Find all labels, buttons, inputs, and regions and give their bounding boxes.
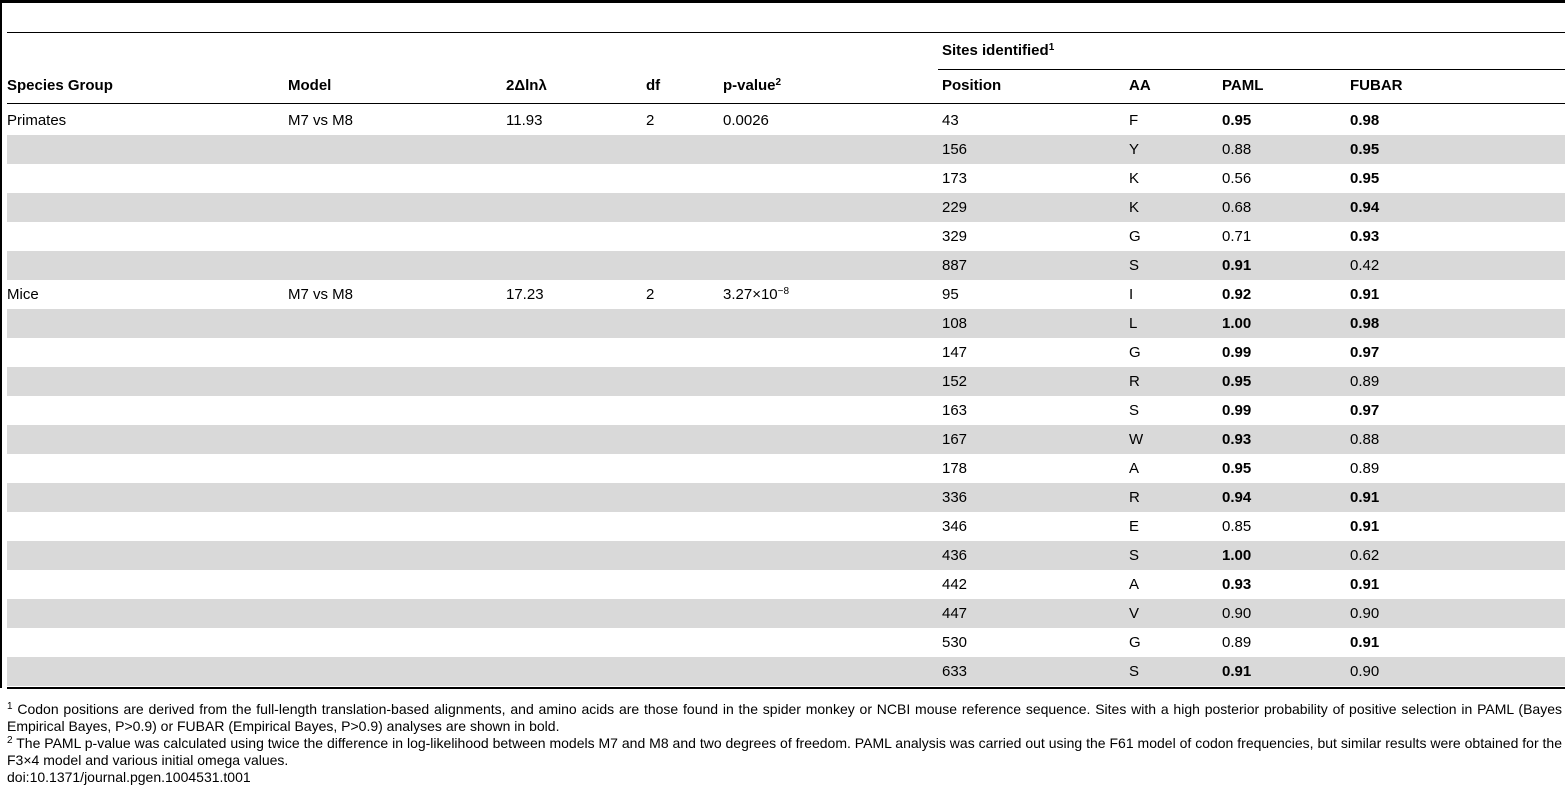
cell-paml: 0.85 xyxy=(1222,518,1252,535)
cell-aa: V xyxy=(1129,605,1140,622)
cell-aa: L xyxy=(1129,315,1138,332)
header-bottom-rule xyxy=(7,103,1565,104)
cell-model: M7 vs M8 xyxy=(288,112,354,129)
cell-aa: W xyxy=(1129,431,1144,448)
cell-position: 229 xyxy=(942,199,968,216)
cell-position: 633 xyxy=(942,663,968,680)
cell-paml: 0.99 xyxy=(1222,402,1252,419)
cell-paml: 0.88 xyxy=(1222,141,1252,158)
cell-aa: S xyxy=(1129,402,1140,419)
cell-df: 2 xyxy=(646,286,655,303)
footnote-mark-1: 1 xyxy=(1048,42,1055,53)
col-header-position: Position xyxy=(942,77,1002,94)
cell-aa: S xyxy=(1129,547,1140,564)
cell-position: 95 xyxy=(942,286,959,303)
row-stripe xyxy=(7,309,1565,338)
cell-position: 152 xyxy=(942,373,968,390)
cell-lnl: 11.93 xyxy=(506,112,543,129)
footnote-1: $^1$ Codon positions are derived from the full-length translation-based alignments, and amino acids are those found in the spider monkey or NCBI mouse reference sequence. Sites with a high posterior probability of positive selection in PAML (Bayes Empirical Bayes, P>0.9) or FUBAR (Empirical Bayes, P>0.9) analyses are shown in bold. xyxy=(7,701,1562,734)
cell-aa: K xyxy=(1129,170,1140,187)
cell-aa: R xyxy=(1129,373,1140,390)
cell-fubar: 0.91 xyxy=(1350,286,1380,303)
cell-pvalue: 0.0026 xyxy=(723,112,769,129)
cell-position: 530 xyxy=(942,634,968,651)
cell-fubar: 0.94 xyxy=(1350,199,1380,216)
cell-fubar: 0.93 xyxy=(1350,228,1380,245)
col-header-lnl: 2Δlnλ xyxy=(506,77,547,94)
cell-aa: G xyxy=(1129,228,1141,245)
cell-aa: E xyxy=(1129,518,1140,535)
cell-fubar: 0.91 xyxy=(1350,576,1380,593)
cell-aa: R xyxy=(1129,489,1140,506)
cell-aa: A xyxy=(1129,576,1140,593)
cell-paml: 0.95 xyxy=(1222,112,1252,129)
col-header-model: Model xyxy=(288,77,332,94)
cell-fubar: 0.97 xyxy=(1350,344,1380,361)
cell-lnl: 17.23 xyxy=(506,286,544,303)
cell-position: 329 xyxy=(942,228,968,245)
cell-paml: 0.91 xyxy=(1222,257,1252,274)
cell-aa: S xyxy=(1129,663,1140,680)
cell-pvalue: $3.27\times 10^{-8}$ xyxy=(723,286,790,303)
cell-fubar: 0.62 xyxy=(1350,547,1380,564)
cell-fubar: 0.90 xyxy=(1350,663,1380,680)
cell-fubar: 0.89 xyxy=(1350,373,1380,390)
cell-aa: Y xyxy=(1129,141,1140,158)
cell-paml: 1.00 xyxy=(1222,547,1252,564)
cell-position: 108 xyxy=(942,315,968,332)
cell-fubar: 0.91 xyxy=(1350,489,1380,506)
cell-position: 436 xyxy=(942,547,968,564)
row-stripe xyxy=(7,599,1565,628)
cell-fubar: 0.95 xyxy=(1350,141,1380,158)
col-header-df: df xyxy=(646,77,661,94)
cell-paml: 0.90 xyxy=(1222,605,1252,622)
cell-fubar: 0.91 xyxy=(1350,518,1380,535)
cell-fubar: 0.98 xyxy=(1350,112,1380,129)
cell-paml: 0.68 xyxy=(1222,199,1252,216)
col-header-pvalue: p-value$^2$ xyxy=(723,77,782,94)
cell-aa: G xyxy=(1129,344,1141,361)
cell-position: 43 xyxy=(942,112,959,129)
row-stripe xyxy=(7,483,1565,512)
cell-paml: 0.99 xyxy=(1222,344,1252,361)
cell-position: 178 xyxy=(942,460,968,477)
cell-aa: K xyxy=(1129,199,1140,216)
cell-position: 156 xyxy=(942,141,968,158)
cell-paml: 0.94 xyxy=(1222,489,1252,506)
cell-paml: 0.89 xyxy=(1222,634,1252,651)
cell-aa: G xyxy=(1129,634,1141,651)
cell-paml: 0.95 xyxy=(1222,373,1252,390)
cell-fubar: 0.91 xyxy=(1350,634,1380,651)
cell-position: 447 xyxy=(942,605,968,622)
cell-paml: 1.00 xyxy=(1222,315,1252,332)
cell-species-group: Mice xyxy=(7,286,39,303)
header-top-rule xyxy=(7,32,1565,33)
footnote-mark-2: 2 xyxy=(775,77,782,88)
cell-aa: I xyxy=(1129,286,1134,303)
doi: doi:10.1371/journal.pgen.1004531.t001 xyxy=(7,769,251,785)
row-stripe xyxy=(7,135,1565,164)
col-header-aa: AA xyxy=(1129,77,1151,94)
cell-paml: 0.95 xyxy=(1222,460,1252,477)
cell-position: 346 xyxy=(942,518,968,535)
table-bottom-rule xyxy=(7,687,1565,689)
cell-aa: S xyxy=(1129,257,1140,274)
table-left-border xyxy=(0,0,2,688)
row-stripe xyxy=(7,657,1565,686)
cell-position: 887 xyxy=(942,257,968,274)
table-top-border xyxy=(0,0,1565,3)
cell-fubar: 0.98 xyxy=(1350,315,1380,332)
row-stripe xyxy=(7,193,1565,222)
cell-df: 2 xyxy=(646,112,655,129)
cell-paml: 0.92 xyxy=(1222,286,1252,303)
cell-paml: 0.71 xyxy=(1222,228,1252,245)
cell-fubar: 0.89 xyxy=(1350,460,1380,477)
row-stripe xyxy=(7,425,1565,454)
cell-position: 163 xyxy=(942,402,968,419)
row-stripe xyxy=(7,251,1565,280)
row-stripe xyxy=(7,541,1565,570)
cell-fubar: 0.95 xyxy=(1350,170,1380,187)
cell-fubar: 0.97 xyxy=(1350,402,1380,419)
cell-position: 147 xyxy=(942,344,968,361)
cell-position: 336 xyxy=(942,489,968,506)
cell-fubar: 0.42 xyxy=(1350,257,1380,274)
col-header-fubar: FUBAR xyxy=(1350,77,1403,94)
col-header-paml: PAML xyxy=(1222,77,1264,94)
cell-aa: F xyxy=(1129,112,1139,129)
cell-species-group: Primates xyxy=(7,112,67,129)
cell-position: 173 xyxy=(942,170,968,187)
footnotes xyxy=(7,701,1562,786)
cell-paml: 0.93 xyxy=(1222,576,1252,593)
cell-paml: 0.91 xyxy=(1222,663,1252,680)
footnote-2: $^2$ The PAML p-value was calculated using twice the difference in log-likelihood between models M7 and M8 and two degrees of freedom. PAML analysis was carried out using the F61 model of codon frequencies, but similar results were obtained for the F3×4 model and various initial omega values. xyxy=(7,735,1562,768)
cell-position: 167 xyxy=(942,431,968,448)
col-header-species-group: Species Group xyxy=(7,77,113,94)
cell-position: 442 xyxy=(942,576,968,593)
sites-identified-header: Sites identified$^1$ xyxy=(942,42,1055,59)
cell-fubar: 0.88 xyxy=(1350,431,1380,448)
cell-fubar: 0.90 xyxy=(1350,605,1380,622)
cell-paml: 0.56 xyxy=(1222,170,1252,187)
cell-paml: 0.93 xyxy=(1222,431,1252,448)
cell-aa: A xyxy=(1129,460,1140,477)
row-stripe xyxy=(7,367,1565,396)
cell-model: M7 vs M8 xyxy=(288,286,354,303)
